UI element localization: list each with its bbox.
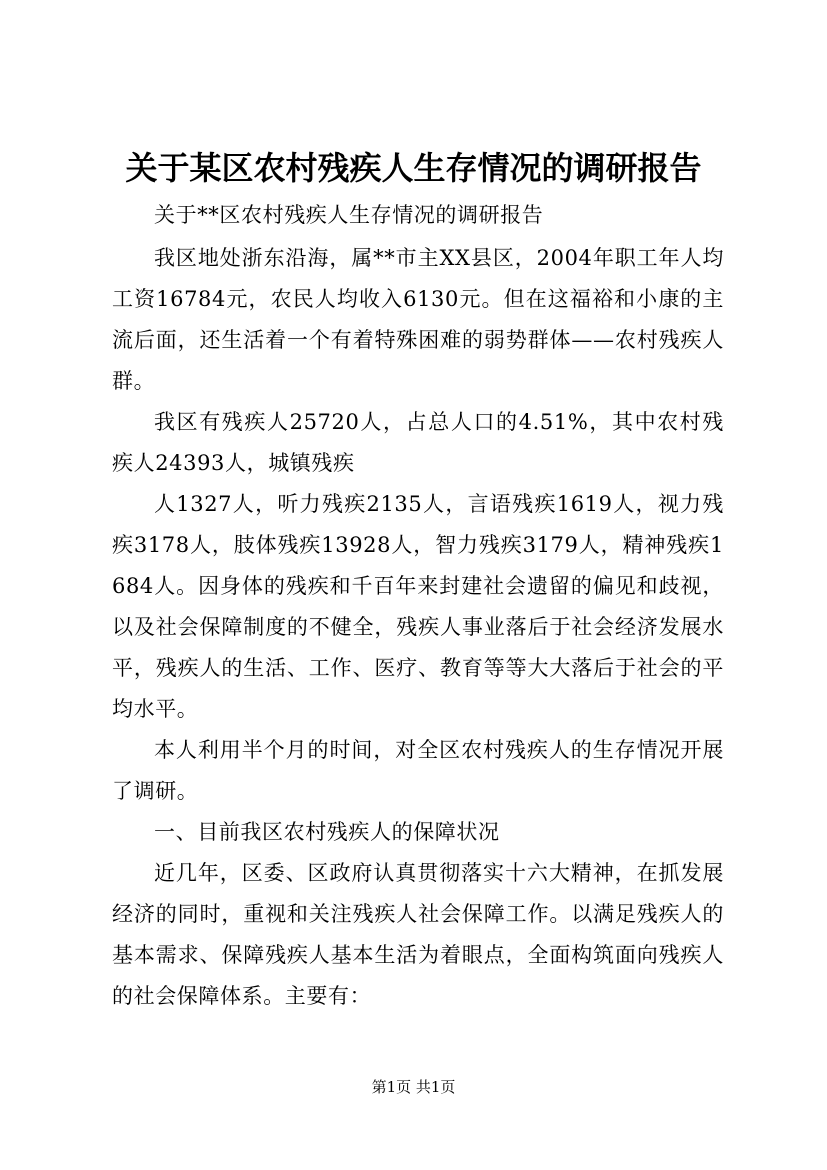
document-body (112, 195, 724, 1017)
document-title: 关于某区农村残疾人生存情况的调研报告 (125, 149, 702, 187)
paragraph-statistics: 我区有残疾人25720人，占总人口的4.51%，其中农村残疾人24393人，城镇残疾 (112, 410, 724, 475)
section-heading: 一、目前我区农村残疾人的保障状况 (154, 820, 500, 844)
paragraph-intro: 我区地处浙东沿海，属**市主XX县区，2004年职工年人均工资16784元，农民人均收入6130元。但在这福裕和小康的主流后面，还生活着一个有着特殊困难的弱势群体——农村残疾人群。 (112, 246, 724, 393)
paragraph-subtitle: 关于**区农村残疾人生存情况的调研报告 (154, 203, 544, 227)
paragraph-policy: 近几年，区委、区政府认真贯彻落实十六大精神，在抓发展经济的同时，重视和关注残疾人社会保障工作。以满足残疾人的基本需求、保障残疾人基本生活为着眼点，全面构筑面向残疾人的社会保障体系。主要有： (112, 861, 724, 1008)
paragraph-disability-breakdown: 人1327人，听力残疾2135人，言语残疾1619人，视力残疾3178人，肢体残疾13928人，智力残疾3179人，精神残疾1684人。因身体的残疾和千百年来封建社会遗留的偏见和歧视，以及社会保障制度的不健全，残疾人事业落后于社会经济发展水平，残疾人的生活、工作、医疗、教育等等大大落后于社会的平均水平。 (112, 492, 724, 721)
paragraph-research-note: 本人利用半个月的时间，对全区农村残疾人的生存情况开展了调研。 (112, 738, 724, 803)
page-footer: 第1页 共1页 (371, 1078, 456, 1096)
